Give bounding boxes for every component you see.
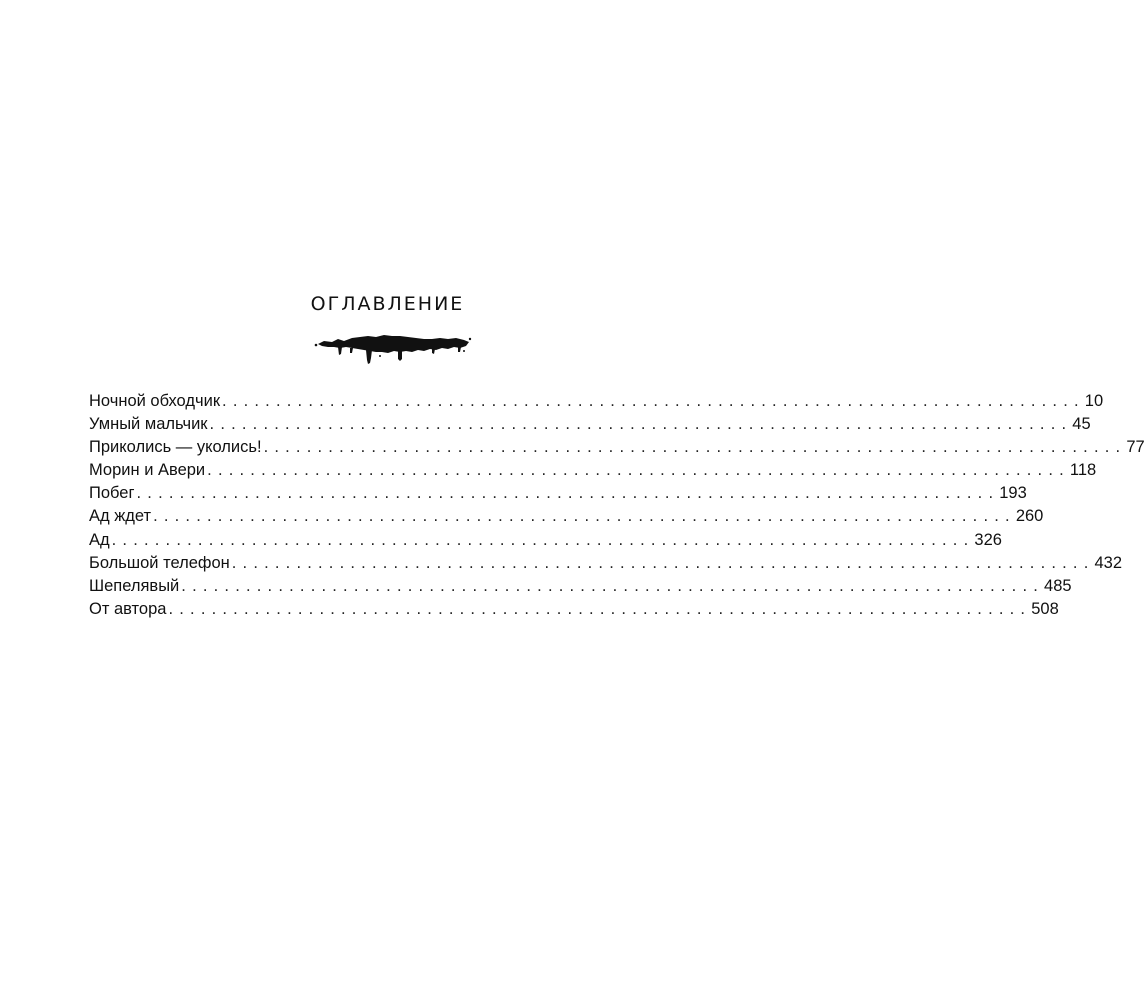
toc-entry-title: Ночной обходчик [89,392,221,410]
toc-entry [89,530,1002,554]
dot-leader: ................................................................................ [136,484,1000,503]
toc-entry-page: 118 [1069,461,1097,480]
toc-entry-title: Большой телефон [89,553,230,572]
toc-entry [89,576,1072,600]
toc-entry [89,438,1145,461]
toc-entry-page: 326 [974,530,1002,549]
dot-leader: ................................................................................ [222,392,1085,410]
toc-entry [89,484,1027,507]
toc-entry [89,553,1123,577]
dot-leader: ................................................................................ [263,438,1127,457]
toc-entry-title: Умный мальчик [89,415,208,434]
toc-entry-title: Ад [89,530,110,549]
toc-entry-title: Шепелявый [89,576,180,595]
dot-leader: ................................................................................ [209,415,1073,434]
toc-entry-page: 45 [1072,415,1091,434]
toc-entry-page: 10 [1084,392,1104,410]
toc-entry-page: 508 [1031,599,1059,618]
toc-entry-page: 193 [999,484,1027,503]
toc-entry-title: Приколись — уколись! [89,438,262,457]
page-title: ОГЛАВЛЕНИЕ [310,293,465,315]
dot-leader: ................................................................................ [111,530,975,549]
toc-entry [89,392,1104,415]
toc-entry-page: 432 [1094,553,1123,572]
dot-leader: ................................................................................ [168,599,1032,618]
toc-entry-page: 260 [1015,507,1044,526]
toc-entry-title: Морин и Авери [89,461,206,480]
toc-entry-title: Побег [89,484,135,503]
toc-entry-page: 485 [1044,576,1072,595]
dot-leader: ................................................................................ [231,553,1095,572]
toc-entry [89,461,1097,484]
toc-entry-title: От автора [89,599,167,618]
dot-leader: ................................................................................ [153,507,1016,526]
toc-entry [89,599,1059,623]
ink-drip-ornament-icon [314,330,472,366]
toc-entry-page: 77 [1126,438,1145,457]
toc-entry [89,415,1091,438]
dot-leader: ................................................................................ [181,576,1045,595]
dot-leader: ................................................................................ [207,461,1070,480]
table-of-contents [89,392,1145,623]
toc-entry-title: Ад ждет [89,507,152,526]
toc-entry [89,507,1044,530]
